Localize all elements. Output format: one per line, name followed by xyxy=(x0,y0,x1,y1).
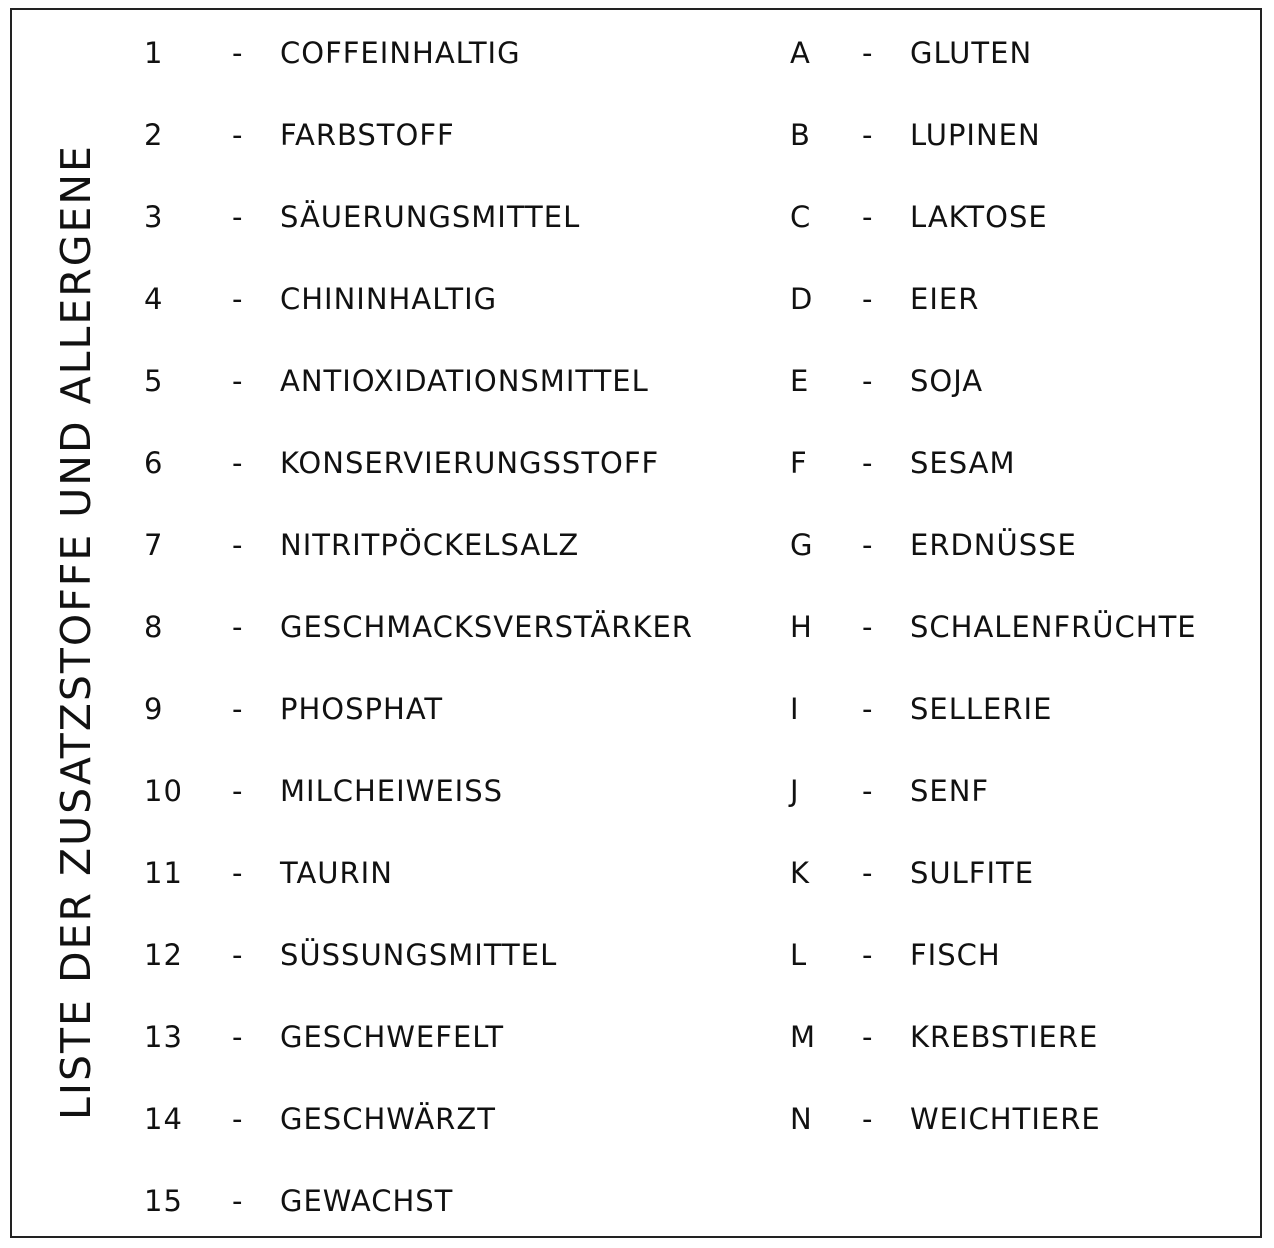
additive-code: 11 xyxy=(144,856,183,890)
additive-name: GESCHMACKSVERSTÄRKER xyxy=(280,610,693,644)
separator-dash: - xyxy=(862,282,874,316)
allergen-code: I xyxy=(790,692,800,726)
separator-dash: - xyxy=(862,774,874,808)
additive-item xyxy=(144,586,774,668)
allergen-name: LUPINEN xyxy=(910,118,1041,152)
allergen-item xyxy=(790,1078,1250,1160)
additive-name: SÄUERUNGSMITTEL xyxy=(280,200,581,234)
additive-code: 5 xyxy=(144,364,164,398)
additive-name: COFFEINHALTIG xyxy=(280,36,521,70)
additive-name: FARBSTOFF xyxy=(280,118,455,152)
separator-dash: - xyxy=(232,1020,244,1054)
separator-dash: - xyxy=(232,938,244,972)
allergen-item xyxy=(790,94,1250,176)
allergen-item xyxy=(790,176,1250,258)
allergen-code: A xyxy=(790,36,811,70)
additive-item xyxy=(144,12,774,94)
allergen-code: F xyxy=(790,446,808,480)
separator-dash: - xyxy=(232,856,244,890)
allergen-code: H xyxy=(790,610,813,644)
additive-item xyxy=(144,914,774,996)
allergen-item xyxy=(790,258,1250,340)
allergen-code: D xyxy=(790,282,814,316)
additive-code: 10 xyxy=(144,774,183,808)
additive-item xyxy=(144,504,774,586)
allergen-name: WEICHTIERE xyxy=(910,1102,1101,1136)
separator-dash: - xyxy=(232,364,244,398)
separator-dash: - xyxy=(862,446,874,480)
allergen-code: M xyxy=(790,1020,817,1054)
allergen-code: J xyxy=(790,774,800,808)
allergen-item xyxy=(790,586,1250,668)
allergen-item xyxy=(790,996,1250,1078)
separator-dash: - xyxy=(862,36,874,70)
allergen-name: EIER xyxy=(910,282,980,316)
allergen-name: SESAM xyxy=(910,446,1016,480)
allergen-code: B xyxy=(790,118,811,152)
separator-dash: - xyxy=(862,1102,874,1136)
additive-item xyxy=(144,668,774,750)
additive-item xyxy=(144,176,774,258)
allergen-code: G xyxy=(790,528,814,562)
separator-dash: - xyxy=(232,528,244,562)
allergen-name: SULFITE xyxy=(910,856,1035,890)
additive-code: 13 xyxy=(144,1020,183,1054)
additive-name: MILCHEIWEISS xyxy=(280,774,504,808)
additive-code: 6 xyxy=(144,446,164,480)
additive-name: ANTIOXIDATIONSMITTEL xyxy=(280,364,649,398)
separator-dash: - xyxy=(232,692,244,726)
additives-list xyxy=(144,12,774,1242)
additive-name: TAURIN xyxy=(280,856,393,890)
separator-dash: - xyxy=(232,610,244,644)
allergen-name: GLUTEN xyxy=(910,36,1033,70)
allergen-code: L xyxy=(790,938,808,972)
additive-code: 9 xyxy=(144,692,164,726)
allergen-code: N xyxy=(790,1102,813,1136)
additive-code: 8 xyxy=(144,610,164,644)
separator-dash: - xyxy=(232,446,244,480)
allergen-item xyxy=(790,340,1250,422)
separator-dash: - xyxy=(862,118,874,152)
additive-name: CHININHALTIG xyxy=(280,282,498,316)
allergen-name: SCHALENFRÜCHTE xyxy=(910,610,1197,644)
additive-code: 12 xyxy=(144,938,183,972)
additive-item xyxy=(144,750,774,832)
allergen-item xyxy=(790,750,1250,832)
separator-dash: - xyxy=(862,938,874,972)
additive-item xyxy=(144,258,774,340)
separator-dash: - xyxy=(862,364,874,398)
additive-code: 1 xyxy=(144,36,164,70)
page-title: LISTE DER ZUSATZSTOFFE UND ALLERGENE xyxy=(52,144,100,1120)
separator-dash: - xyxy=(862,200,874,234)
additive-name: PHOSPHAT xyxy=(280,692,444,726)
allergen-code: E xyxy=(790,364,810,398)
allergen-item xyxy=(790,914,1250,996)
allergen-name: FISCH xyxy=(910,938,1001,972)
allergen-name: KREBSTIERE xyxy=(910,1020,1099,1054)
allergens-list xyxy=(790,12,1250,1160)
allergen-item xyxy=(790,422,1250,504)
additive-item xyxy=(144,94,774,176)
allergen-item xyxy=(790,668,1250,750)
separator-dash: - xyxy=(232,36,244,70)
allergen-name: LAKTOSE xyxy=(910,200,1048,234)
allergen-name: SELLERIE xyxy=(910,692,1053,726)
allergen-name: SOJA xyxy=(910,364,984,398)
additive-item xyxy=(144,340,774,422)
additive-name: GESCHWÄRZT xyxy=(280,1102,496,1136)
separator-dash: - xyxy=(862,692,874,726)
additive-code: 2 xyxy=(144,118,164,152)
separator-dash: - xyxy=(232,1102,244,1136)
additive-code: 7 xyxy=(144,528,164,562)
allergen-item xyxy=(790,832,1250,914)
additive-name: SÜSSUNGSMITTEL xyxy=(280,938,558,972)
additive-item xyxy=(144,996,774,1078)
additive-code: 15 xyxy=(144,1184,183,1218)
allergen-code: K xyxy=(790,856,811,890)
separator-dash: - xyxy=(232,282,244,316)
separator-dash: - xyxy=(232,1184,244,1218)
additive-name: KONSERVIERUNGSSTOFF xyxy=(280,446,660,480)
additive-item xyxy=(144,1078,774,1160)
additive-item xyxy=(144,1160,774,1242)
separator-dash: - xyxy=(862,1020,874,1054)
additive-item xyxy=(144,832,774,914)
separator-dash: - xyxy=(862,610,874,644)
separator-dash: - xyxy=(232,774,244,808)
allergen-item xyxy=(790,504,1250,586)
allergen-name: ERDNÜSSE xyxy=(910,528,1077,562)
allergen-code: C xyxy=(790,200,812,234)
additive-name: GESCHWEFELT xyxy=(280,1020,505,1054)
separator-dash: - xyxy=(862,856,874,890)
additive-code: 4 xyxy=(144,282,164,316)
separator-dash: - xyxy=(232,200,244,234)
separator-dash: - xyxy=(862,528,874,562)
additive-name: NITRITPÖCKELSALZ xyxy=(280,528,580,562)
allergen-item xyxy=(790,12,1250,94)
additive-item xyxy=(144,422,774,504)
additive-code: 14 xyxy=(144,1102,183,1136)
additive-code: 3 xyxy=(144,200,164,234)
separator-dash: - xyxy=(232,118,244,152)
additive-name: GEWACHST xyxy=(280,1184,454,1218)
allergen-name: SENF xyxy=(910,774,990,808)
